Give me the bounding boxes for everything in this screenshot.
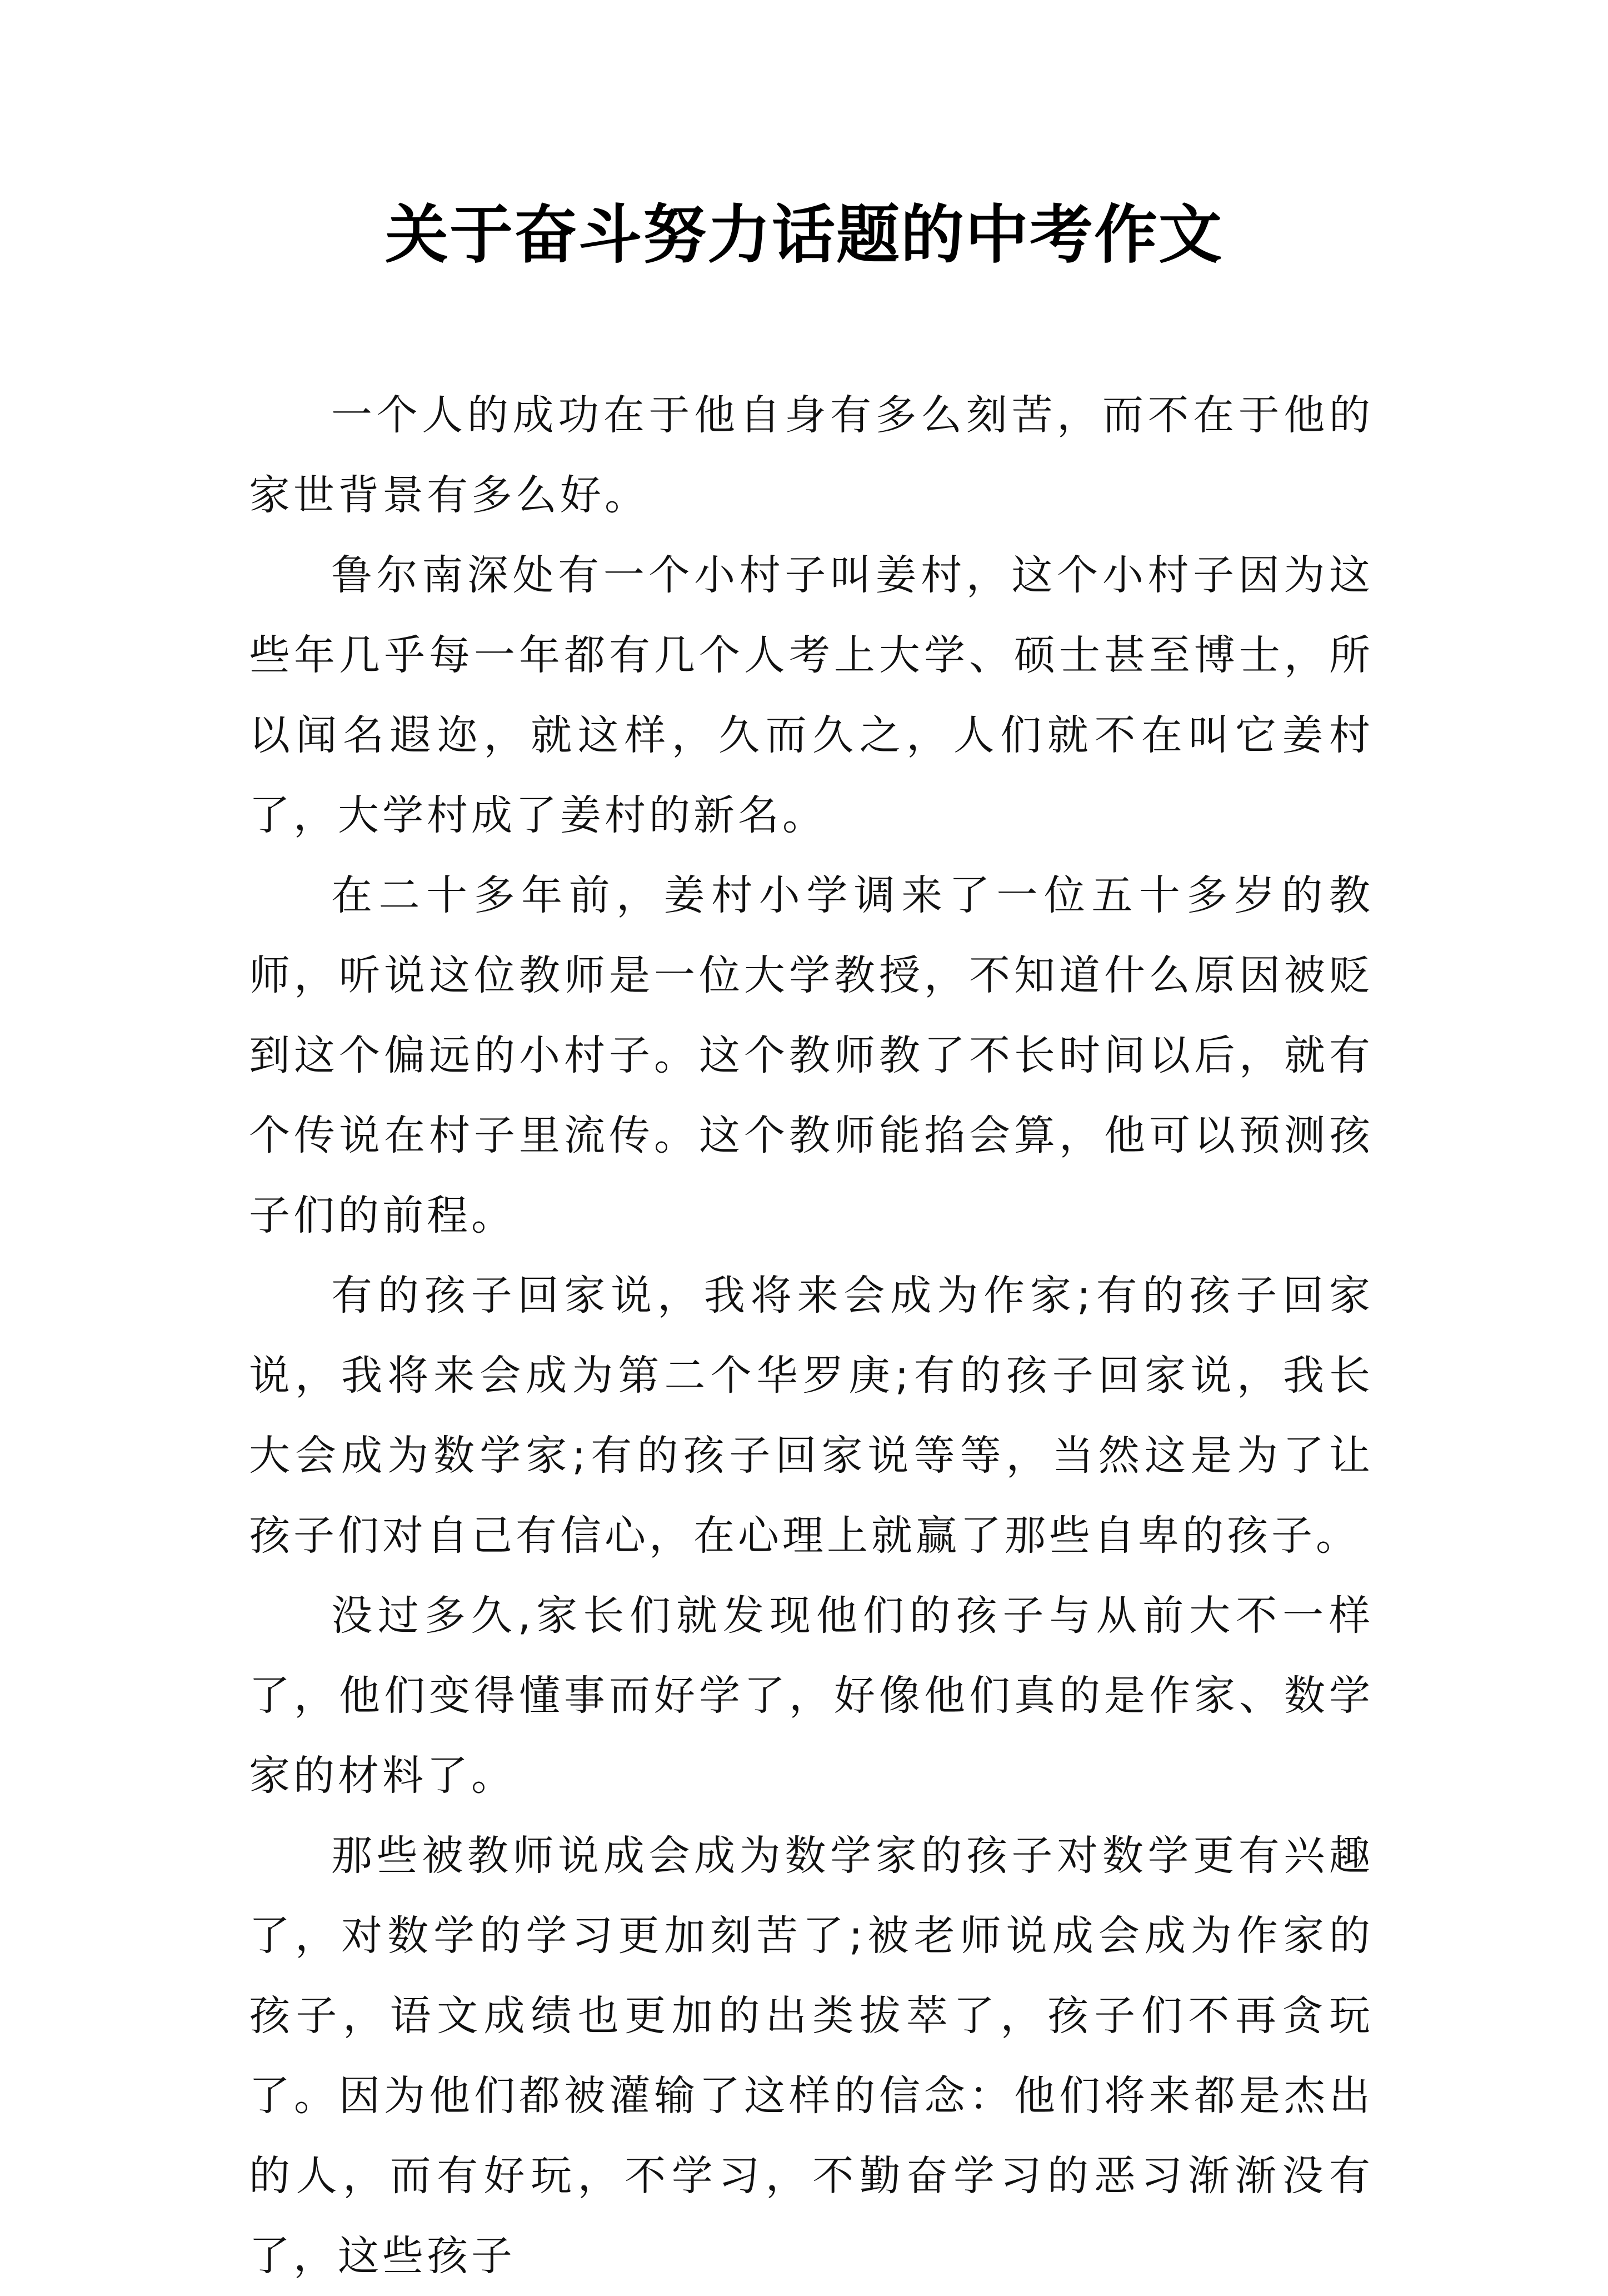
paragraph-2: 鲁尔南深处有一个小村子叫姜村，这个小村子因为这些年几乎每一年都有几个人考上大学、硕士甚至博士，所以闻名遐迩，就这样，久而久之，人们就不在叫它姜村了，大学村成了姜村的新名。 [249,551,1374,839]
paragraph-6: 那些被教师说成会成为数学家的孩子对数学更有兴趣了，对数学的学习更加刻苦了;被老师说成会成为作家的孩子，语文成绩也更加的出类拔萃了，孩子们不再贪玩了。因为他们都被灌输了这样的信念：他们将来都是杰出的人，而有好玩，不学习，不勤奋学习的恶习渐渐没有了，这些孩子 [249,1832,1374,2280]
paragraph-1: 一个人的成功在于他自身有多么刻苦，而不在于他的家世背景有多么好。 [249,391,1374,519]
paragraph-3: 在二十多年前，姜村小学调来了一位五十多岁的教师，听说这位教师是一位大学教授，不知道什么原因被贬到这个偏远的小村子。这个教师教了不长时间以后，就有个传说在村子里流传。这个教师能掐会算，他可以预测孩子们的前程。 [249,871,1374,1239]
paragraph-4: 有的孩子回家说，我将来会成为作家;有的孩子回家说，我将来会成为第二个华罗庚;有的孩子回家说，我长大会成为数学家;有的孩子回家说等等，当然这是为了让孩子们对自己有信心，在心理上就赢了那些自卑的孩子。 [249,1272,1374,1560]
document-title: 关于奋斗努力话题的中考作文 [384,197,1223,272]
document-body [249,375,1374,2296]
paragraph-5: 没过多久,家长们就发现他们的孩子与从前大不一样了，他们变得懂事而好学了，好像他们真的是作家、数学家的材料了。 [249,1592,1374,1800]
